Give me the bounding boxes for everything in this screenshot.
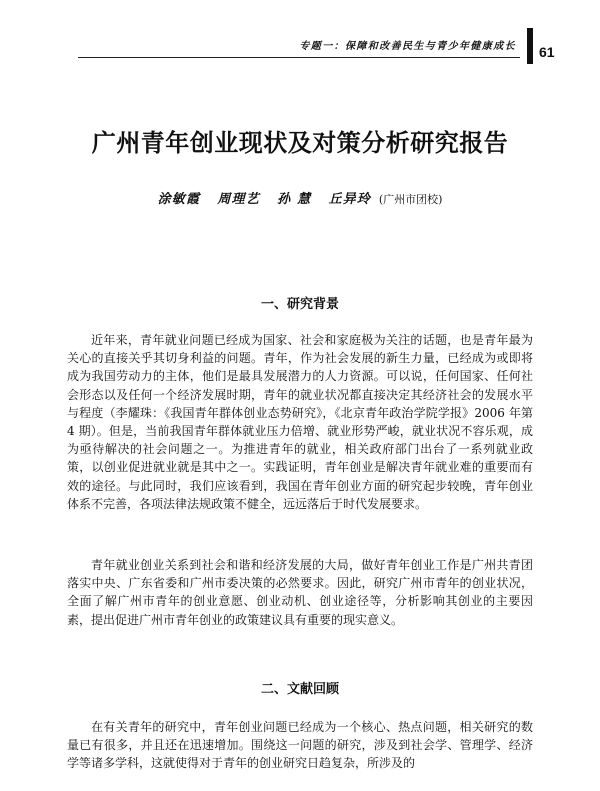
body-paragraph: 青年就业创业关系到社会和谐和经济发展的大局，做好青年创业工作是广州共青团落实中央、广东省委和广州市委决策的必然要求。因此，研究广州市青年的创业状况，全面了解广州市青年的创业意愿、创业动机、创业途径等，分析影响其创业的主要因素，提出促进广州市青年创业的政策建议具有重要的现实意义。: [67, 558, 533, 627]
running-header-text: 专题一：保障和改善民生与青少年健康成长: [299, 41, 516, 52]
header-rule: [78, 57, 520, 58]
page-number: 61: [539, 44, 555, 60]
section-heading: 二、文献回顾: [260, 681, 339, 696]
body-paragraph: 在有关青年的研究中，青年创业问题已经成为一个核心、热点问题，相关研究的数量已有很多，并且还在迅速增加。围绕这一问题的研究，涉及到社会学、管理学、经济学等诸多学科，这就使得对于青年的创业研究日趋复杂，所涉及的: [67, 720, 533, 771]
paper-title: 广州青年创业现状及对策分析研究报告: [91, 128, 509, 157]
header-bar: [527, 28, 533, 64]
author-name: 涂敏霞: [157, 192, 201, 207]
author-line: [0, 188, 600, 207]
author-name: 周理艺: [217, 192, 260, 207]
author-name: 丘异玲: [328, 192, 372, 207]
author-affiliation: (广州市团校): [378, 193, 443, 206]
running-header: [0, 0, 600, 60]
body-paragraph: 近年来，青年就业问题已经成为国家、社会和家庭极为关注的话题，也是青年最为关心的直接关乎其切身利益的问题。青年，作为社会发展的新生力量，已经成为或即将成为我国劳动力的主体，他们是最具发展潜力的人力资源。可以说，任何国家、任何社会形态以及任何一个经济发展时期，青年的就业状况都直接决定其经济社会的发展水平与程度（李耀珠：《我国青年群体创业态势研究》，《北京青年政治学院学报》2006 年第 4 期）。但是，当前我国青年群体就业压力倍增、就业形势严峻，就业状况不容乐观，成为亟待解决的社会问题之一。为推进青年的就业，相关政府部门出台了一系列就业政策，以创业促进就业就是其中之一。实践证明，青年创业是解决青年就业难的重要而有效的途径。与此同时，我们应该看到，我国在青年创业方面的研究起步较晚，青年创业体系不完善，各项法律法规政策不健全，远远落后于时代发展要求。: [67, 333, 533, 511]
author-name: 孙 慧: [277, 192, 312, 207]
section-heading: 一、研究背景: [260, 296, 339, 311]
